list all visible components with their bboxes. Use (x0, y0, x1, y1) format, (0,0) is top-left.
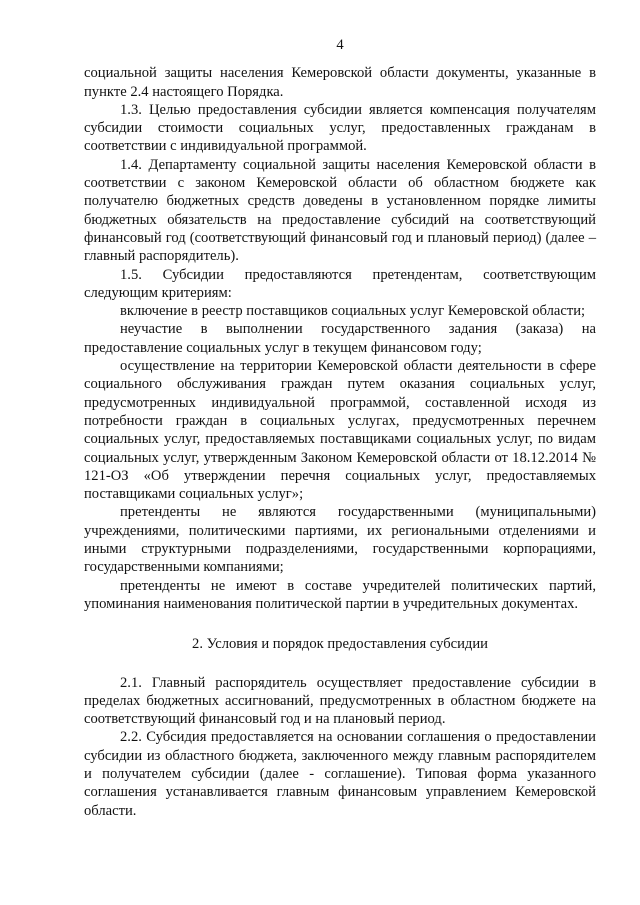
paragraph-2-2: 2.2. Субсидия предоставляется на основании соглашения о предоставлении субсидии из областного бюджета, заключенного между главным распорядителем и получателем субсидии (далее - соглашение). Типовая форма указанного соглашения устанавливается главным финансовым управлением Кемеровской области. (84, 729, 596, 819)
section-1-continuation (84, 64, 596, 613)
criteria-item: включение в реестр поставщиков социальных услуг Кемеровской области; (120, 303, 586, 320)
criteria-item: осуществление на территории Кемеровской области деятельности в сфере социального обслуживания граждан путем оказания социальных услуг, предусмотренных индивидуальной программой, составленной исходя из потребности граждан в социальных услугах, предусмотренных перечнем социальных услуг, предоставляемых поставщиками социальных услуг, по видам социальных услуг, утвержденным Законом Кемеровской области от 18.12.2014 № 121-ОЗ «Об утверждении перечня социальных услуг, предоставляемых поставщиками социальных услуг»; (84, 358, 596, 503)
paragraph-1-5: 1.5. Субсидии предоставляются претендентам, соответствующим следующим критериям: (84, 266, 596, 301)
section-heading: 2. Условия и порядок предоставления субсидии (192, 636, 488, 653)
paragraph: социальной защиты населения Кемеровской области документы, указанные в пункте 2.4 настоящего Порядка. (84, 65, 596, 100)
criteria-item: претенденты не являются государственными (муниципальными) учреждениями, политическими партиями, их региональными отделениями и иными структурными подразделениями, государственными корпорациями, государственными компаниями; (84, 504, 596, 576)
section-2 (84, 674, 596, 820)
paragraph-1-4: 1.4. Департаменту социальной защиты населения Кемеровской области в соответствии с законом Кемеровской области об областном бюджете как получателю бюджетных средств доведены в установленном порядке лимиты бюджетных обязательств на предоставление субсидий на соответствующий финансовый год (соответствующий финансовый год и плановый период) (далее – главный распорядитель). (84, 156, 596, 265)
criteria-item: неучастие в выполнении государственного задания (заказа) на предоставление социальных услуг в текущем финансовом году; (84, 321, 596, 356)
paragraph-1-3: 1.3. Целью предоставления субсидии является компенсация получателям субсидии стоимости социальных услуг, предоставленных гражданам в соответствии с индивидуальной программой. (84, 101, 596, 155)
paragraph-2-1: 2.1. Главный распорядитель осуществляет предоставление субсидии в пределах бюджетных ассигнований, предусмотренных в областном бюджете на соответствующий финансовый год и на плановый период. (84, 674, 596, 728)
criteria-item: претенденты не имеют в составе учредителей политических партий, упоминания наименования политической партии в учредительных документах. (84, 577, 596, 612)
page-number: 4 (336, 37, 344, 53)
